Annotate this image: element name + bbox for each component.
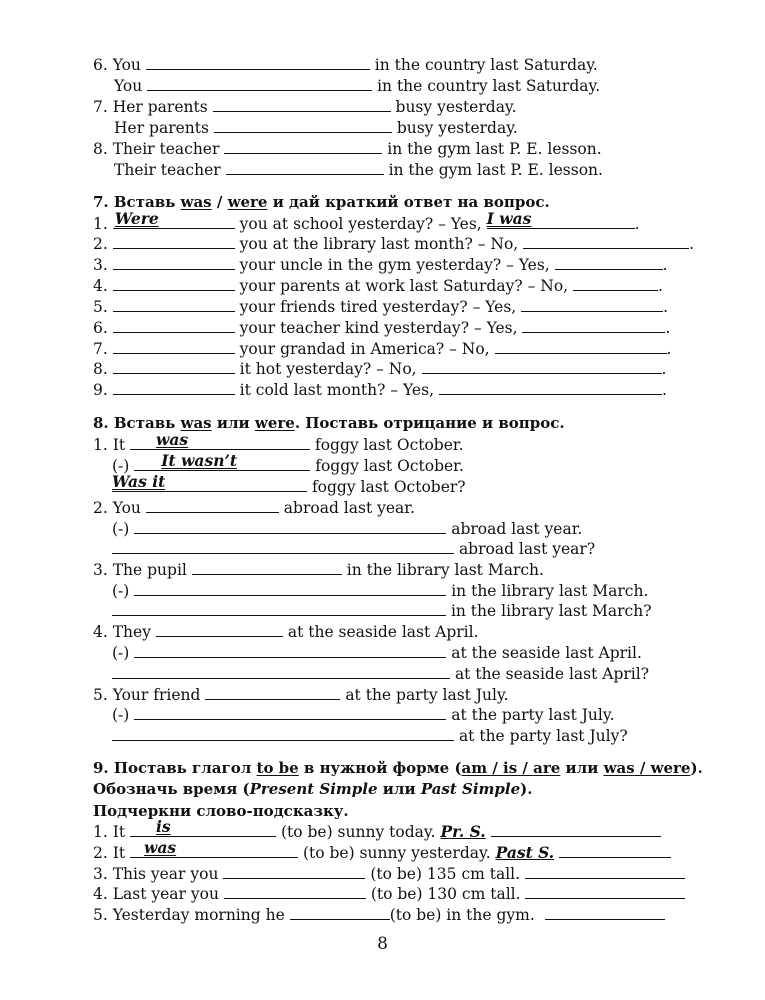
- answer-blank[interactable]: [113, 235, 235, 249]
- ex7-item: 1. Were you at school yesterday? – Yes, I was .: [93, 209, 640, 233]
- ex8-item-5-question: at the party last July?: [112, 726, 628, 746]
- ex7-item: 2. you at the library last month? – No, .: [93, 235, 695, 253]
- ex9-heading: 9. Поставь глагол to be в нужной форме (am / is / are или was / were).: [93, 759, 703, 777]
- carryover-7b: Her parents busy yesterday.: [114, 119, 518, 137]
- answer-blank[interactable]: [214, 119, 392, 133]
- answer-blank[interactable]: [134, 644, 446, 658]
- answer-blank[interactable]: is: [130, 823, 276, 837]
- ex7-item: 3. your uncle in the gym yesterday? – Yes, .: [93, 256, 668, 274]
- ex9-item: 2. It was (to be) sunny yesterday. Past S.: [93, 843, 671, 863]
- reply-blank[interactable]: [573, 277, 658, 291]
- answer-blank[interactable]: [112, 602, 446, 616]
- answer-blank[interactable]: [113, 319, 235, 333]
- ex7-item: 4. your parents at work last Saturday? – No, .: [93, 277, 663, 295]
- ex8-item-2-question: abroad last year?: [112, 539, 595, 559]
- ex8-heading: 8. Вставь was или were. Поставь отрицание и вопрос.: [93, 414, 565, 432]
- reply-blank[interactable]: [495, 340, 667, 354]
- tense-blank[interactable]: [545, 906, 665, 920]
- answer-blank[interactable]: [134, 582, 446, 596]
- answer-blank[interactable]: [146, 56, 370, 70]
- reply-blank[interactable]: I was: [487, 215, 635, 229]
- answer-blank[interactable]: It wasn’t: [134, 457, 310, 471]
- ex7-item: 6. your teacher kind yesterday? – Yes, .: [93, 319, 671, 337]
- carryover-6a: 6. You in the country last Saturday.: [93, 56, 598, 74]
- ex8-item-4-negative: (-) at the seaside last April.: [112, 644, 642, 662]
- answer-blank[interactable]: [156, 623, 283, 637]
- answer-blank[interactable]: [112, 665, 450, 679]
- reply-blank[interactable]: [422, 360, 662, 374]
- answer-blank[interactable]: [146, 499, 279, 513]
- ex8-item-4: 4. They at the seaside last April.: [93, 623, 479, 641]
- answer-blank[interactable]: [113, 277, 235, 291]
- tense-blank[interactable]: [525, 885, 685, 899]
- tense-answer: Past S.: [495, 843, 555, 862]
- ex8-item-5-negative: (-) at the party last July.: [112, 706, 615, 724]
- answer-blank[interactable]: Was it: [112, 478, 307, 492]
- tense-blank[interactable]: [559, 844, 671, 858]
- answer-blank[interactable]: [113, 256, 235, 270]
- ex7-item: 8. it hot yesterday? – No, .: [93, 360, 667, 378]
- answer-blank[interactable]: was: [130, 436, 310, 450]
- answer-blank[interactable]: was: [130, 844, 298, 858]
- ex9-item: 1. It is (to be) sunny today. Pr. S.: [93, 822, 661, 842]
- tense-answer: Pr. S.: [440, 822, 486, 841]
- tense-blank[interactable]: [525, 865, 685, 879]
- answer-blank[interactable]: Were: [113, 215, 235, 229]
- answer-blank[interactable]: [134, 520, 446, 534]
- ex8-item-3-question: in the library last March?: [112, 601, 652, 621]
- ex9-item: 5. Yesterday morning he (to be) in the gym.: [93, 905, 665, 925]
- ex8-item-1: 1. It was foggy last October.: [93, 430, 464, 454]
- carryover-7a: 7. Her parents busy yesterday.: [93, 98, 517, 116]
- reply-blank[interactable]: [439, 381, 662, 395]
- ex8-item-2: 2. You abroad last year.: [93, 499, 415, 517]
- answer-blank[interactable]: [113, 360, 235, 374]
- carryover-8b: Their teacher in the gym last P. E. lesson.: [114, 161, 603, 179]
- ex9-item: 3. This year you (to be) 135 cm tall.: [93, 864, 685, 884]
- ex8-item-3-negative: (-) in the library last March.: [112, 582, 649, 600]
- answer-blank[interactable]: [134, 706, 446, 720]
- carryover-6b: You in the country last Saturday.: [114, 77, 601, 95]
- ex8-item-1-question: Was it foggy last October?: [112, 472, 466, 496]
- ex9-item: 4. Last year you (to be) 130 cm tall.: [93, 884, 685, 904]
- ex7-item: 7. your grandad in America? – No, .: [93, 340, 672, 358]
- ex9-instruction: Подчеркни слово-подсказку.: [93, 802, 349, 820]
- ex7-item: 9. it cold last month? – Yes, .: [93, 381, 667, 399]
- carryover-8a: 8. Their teacher in the gym last P. E. lesson.: [93, 140, 602, 158]
- ex7-heading: 7. Вставь was / were и дай краткий ответ на вопрос.: [93, 193, 550, 211]
- answer-blank[interactable]: [112, 540, 454, 554]
- answer-blank[interactable]: [192, 561, 342, 575]
- answer-blank[interactable]: [112, 727, 454, 741]
- ex8-item-3: 3. The pupil in the library last March.: [93, 561, 544, 579]
- answer-blank[interactable]: [213, 98, 391, 112]
- answer-blank[interactable]: [223, 865, 365, 879]
- tense-blank[interactable]: [491, 823, 661, 837]
- answer-blank[interactable]: [224, 885, 366, 899]
- answer-blank[interactable]: [113, 340, 235, 354]
- ex8-item-5: 5. Your friend at the party last July.: [93, 686, 509, 704]
- answer-blank[interactable]: [205, 686, 340, 700]
- reply-blank[interactable]: [522, 319, 665, 333]
- ex9-subheading: Обозначь время (Present Simple или Past Simple).: [93, 780, 533, 798]
- ex7-item: 5. your friends tired yesterday? – Yes, .: [93, 298, 669, 316]
- answer-blank[interactable]: [113, 381, 235, 395]
- answer-blank[interactable]: [113, 298, 235, 312]
- reply-blank[interactable]: [521, 298, 663, 312]
- reply-blank[interactable]: [523, 235, 689, 249]
- reply-blank[interactable]: [555, 256, 663, 270]
- page-number: 8: [377, 934, 388, 954]
- answer-blank[interactable]: [224, 140, 382, 154]
- answer-blank[interactable]: [226, 161, 384, 175]
- ex8-item-1-negative: (-) It wasn’t foggy last October.: [112, 451, 464, 475]
- answer-blank[interactable]: [147, 77, 372, 91]
- ex8-item-4-question: at the seaside last April?: [112, 664, 649, 684]
- answer-blank[interactable]: [290, 906, 390, 920]
- ex8-item-2-negative: (-) abroad last year.: [112, 520, 583, 538]
